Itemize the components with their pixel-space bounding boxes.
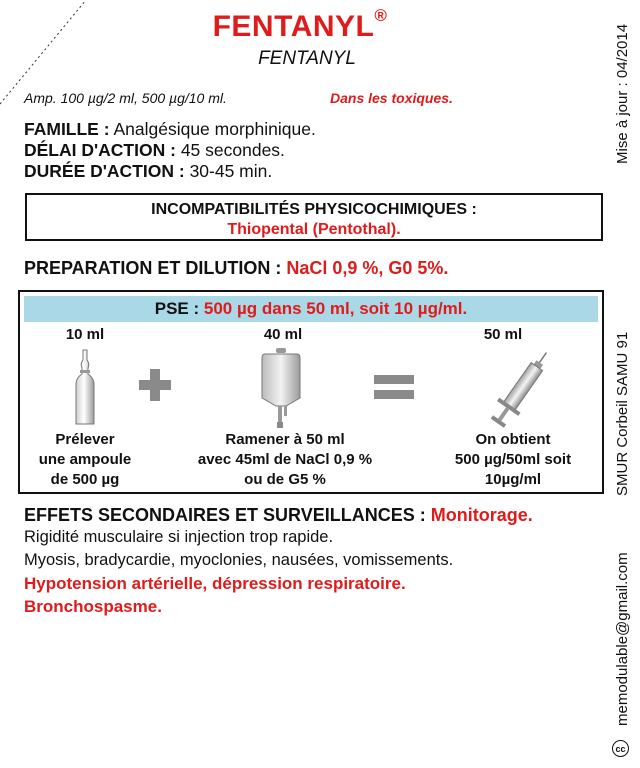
- duree-line: [24, 161, 272, 182]
- step3-line2: 500 µg/50ml soit: [454, 451, 572, 468]
- incompatibility-title: INCOMPATIBILITÉS PHYSICOCHIMIQUES :: [151, 201, 477, 218]
- preparation-line: [24, 258, 448, 279]
- incompatibility-box: [25, 193, 603, 241]
- drug-subtitle: FENTANYL: [258, 48, 356, 69]
- step1-volume: 10 ml: [65, 326, 105, 343]
- step3-line1: On obtient: [475, 431, 551, 448]
- pse-label: PSE :: [154, 299, 200, 318]
- pse-banner: [24, 296, 598, 322]
- ampoule-icon: [68, 348, 102, 428]
- delai-value: 45 secondes.: [180, 140, 285, 160]
- step2-line2: avec 45ml de NaCl 0,9 %: [197, 451, 373, 468]
- famille-label: FAMILLE :: [24, 119, 110, 139]
- step1-line1: Prélever: [55, 431, 115, 448]
- incompatibility-value: Thiopental (Pentothal).: [227, 221, 401, 238]
- effets-label: EFFETS SECONDAIRES ET SURVEILLANCES :: [24, 505, 426, 525]
- step2-line1: Ramener à 50 ml: [225, 431, 345, 448]
- step3-text: [428, 430, 598, 490]
- contact-email: memodulable@gmail.com: [614, 552, 631, 726]
- effets-line-2: Myosis, bradycardie, myoclonies, nausées, vomissements.: [24, 551, 454, 569]
- drug-title: [0, 6, 600, 44]
- step2-text: [175, 430, 395, 490]
- step1-line3: de 500 µg: [50, 471, 120, 488]
- pse-dilution-box: [18, 290, 604, 494]
- famille-line: [24, 119, 316, 140]
- effets-value: Monitorage.: [430, 505, 533, 525]
- equals-icon: [372, 372, 416, 402]
- source-label: SMUR Corbeil SAMU 91: [614, 331, 631, 496]
- step2-line3: ou de G5 %: [244, 471, 326, 488]
- drug-title-text: FENTANYL: [212, 10, 375, 43]
- infusion-bag-icon: [260, 346, 304, 432]
- duree-label: DURÉE D'ACTION :: [24, 161, 185, 181]
- update-date: Mise à jour : 04/2014: [614, 23, 631, 164]
- syringe-icon: [488, 346, 552, 432]
- step3-line3: 10µg/ml: [484, 471, 542, 488]
- creative-commons-icon: cc: [612, 740, 629, 757]
- storage-note: Dans les toxiques.: [330, 90, 453, 106]
- effets-line-1: Rigidité musculaire si injection trop rapide.: [24, 528, 334, 546]
- ampoule-presentation: Amp. 100 µg/2 ml, 500 µg/10 ml.: [24, 90, 227, 106]
- step2-volume: 40 ml: [263, 326, 303, 343]
- step3-volume: 50 ml: [483, 326, 523, 343]
- step1-line2: une ampoule: [38, 451, 132, 468]
- effets-red-line-1: Hypotension artérielle, dépression respiratoire.: [24, 574, 406, 593]
- effets-heading: [24, 505, 533, 526]
- preparation-value: NaCl 0,9 %, G0 5%.: [286, 258, 449, 278]
- pse-value: 500 µg dans 50 ml, soit 10 µg/ml.: [203, 299, 468, 318]
- effets-red-line-2: Bronchospasme.: [24, 597, 162, 616]
- plus-icon: [138, 368, 172, 402]
- delai-label: DÉLAI D'ACTION :: [24, 140, 176, 160]
- step1-text: [20, 430, 150, 490]
- delai-line: [24, 140, 285, 161]
- famille-value: Analgésique morphinique.: [113, 119, 316, 139]
- preparation-label: PREPARATION ET DILUTION :: [24, 258, 282, 278]
- registered-mark: ®: [374, 6, 388, 25]
- duree-value: 30-45 min.: [189, 161, 273, 181]
